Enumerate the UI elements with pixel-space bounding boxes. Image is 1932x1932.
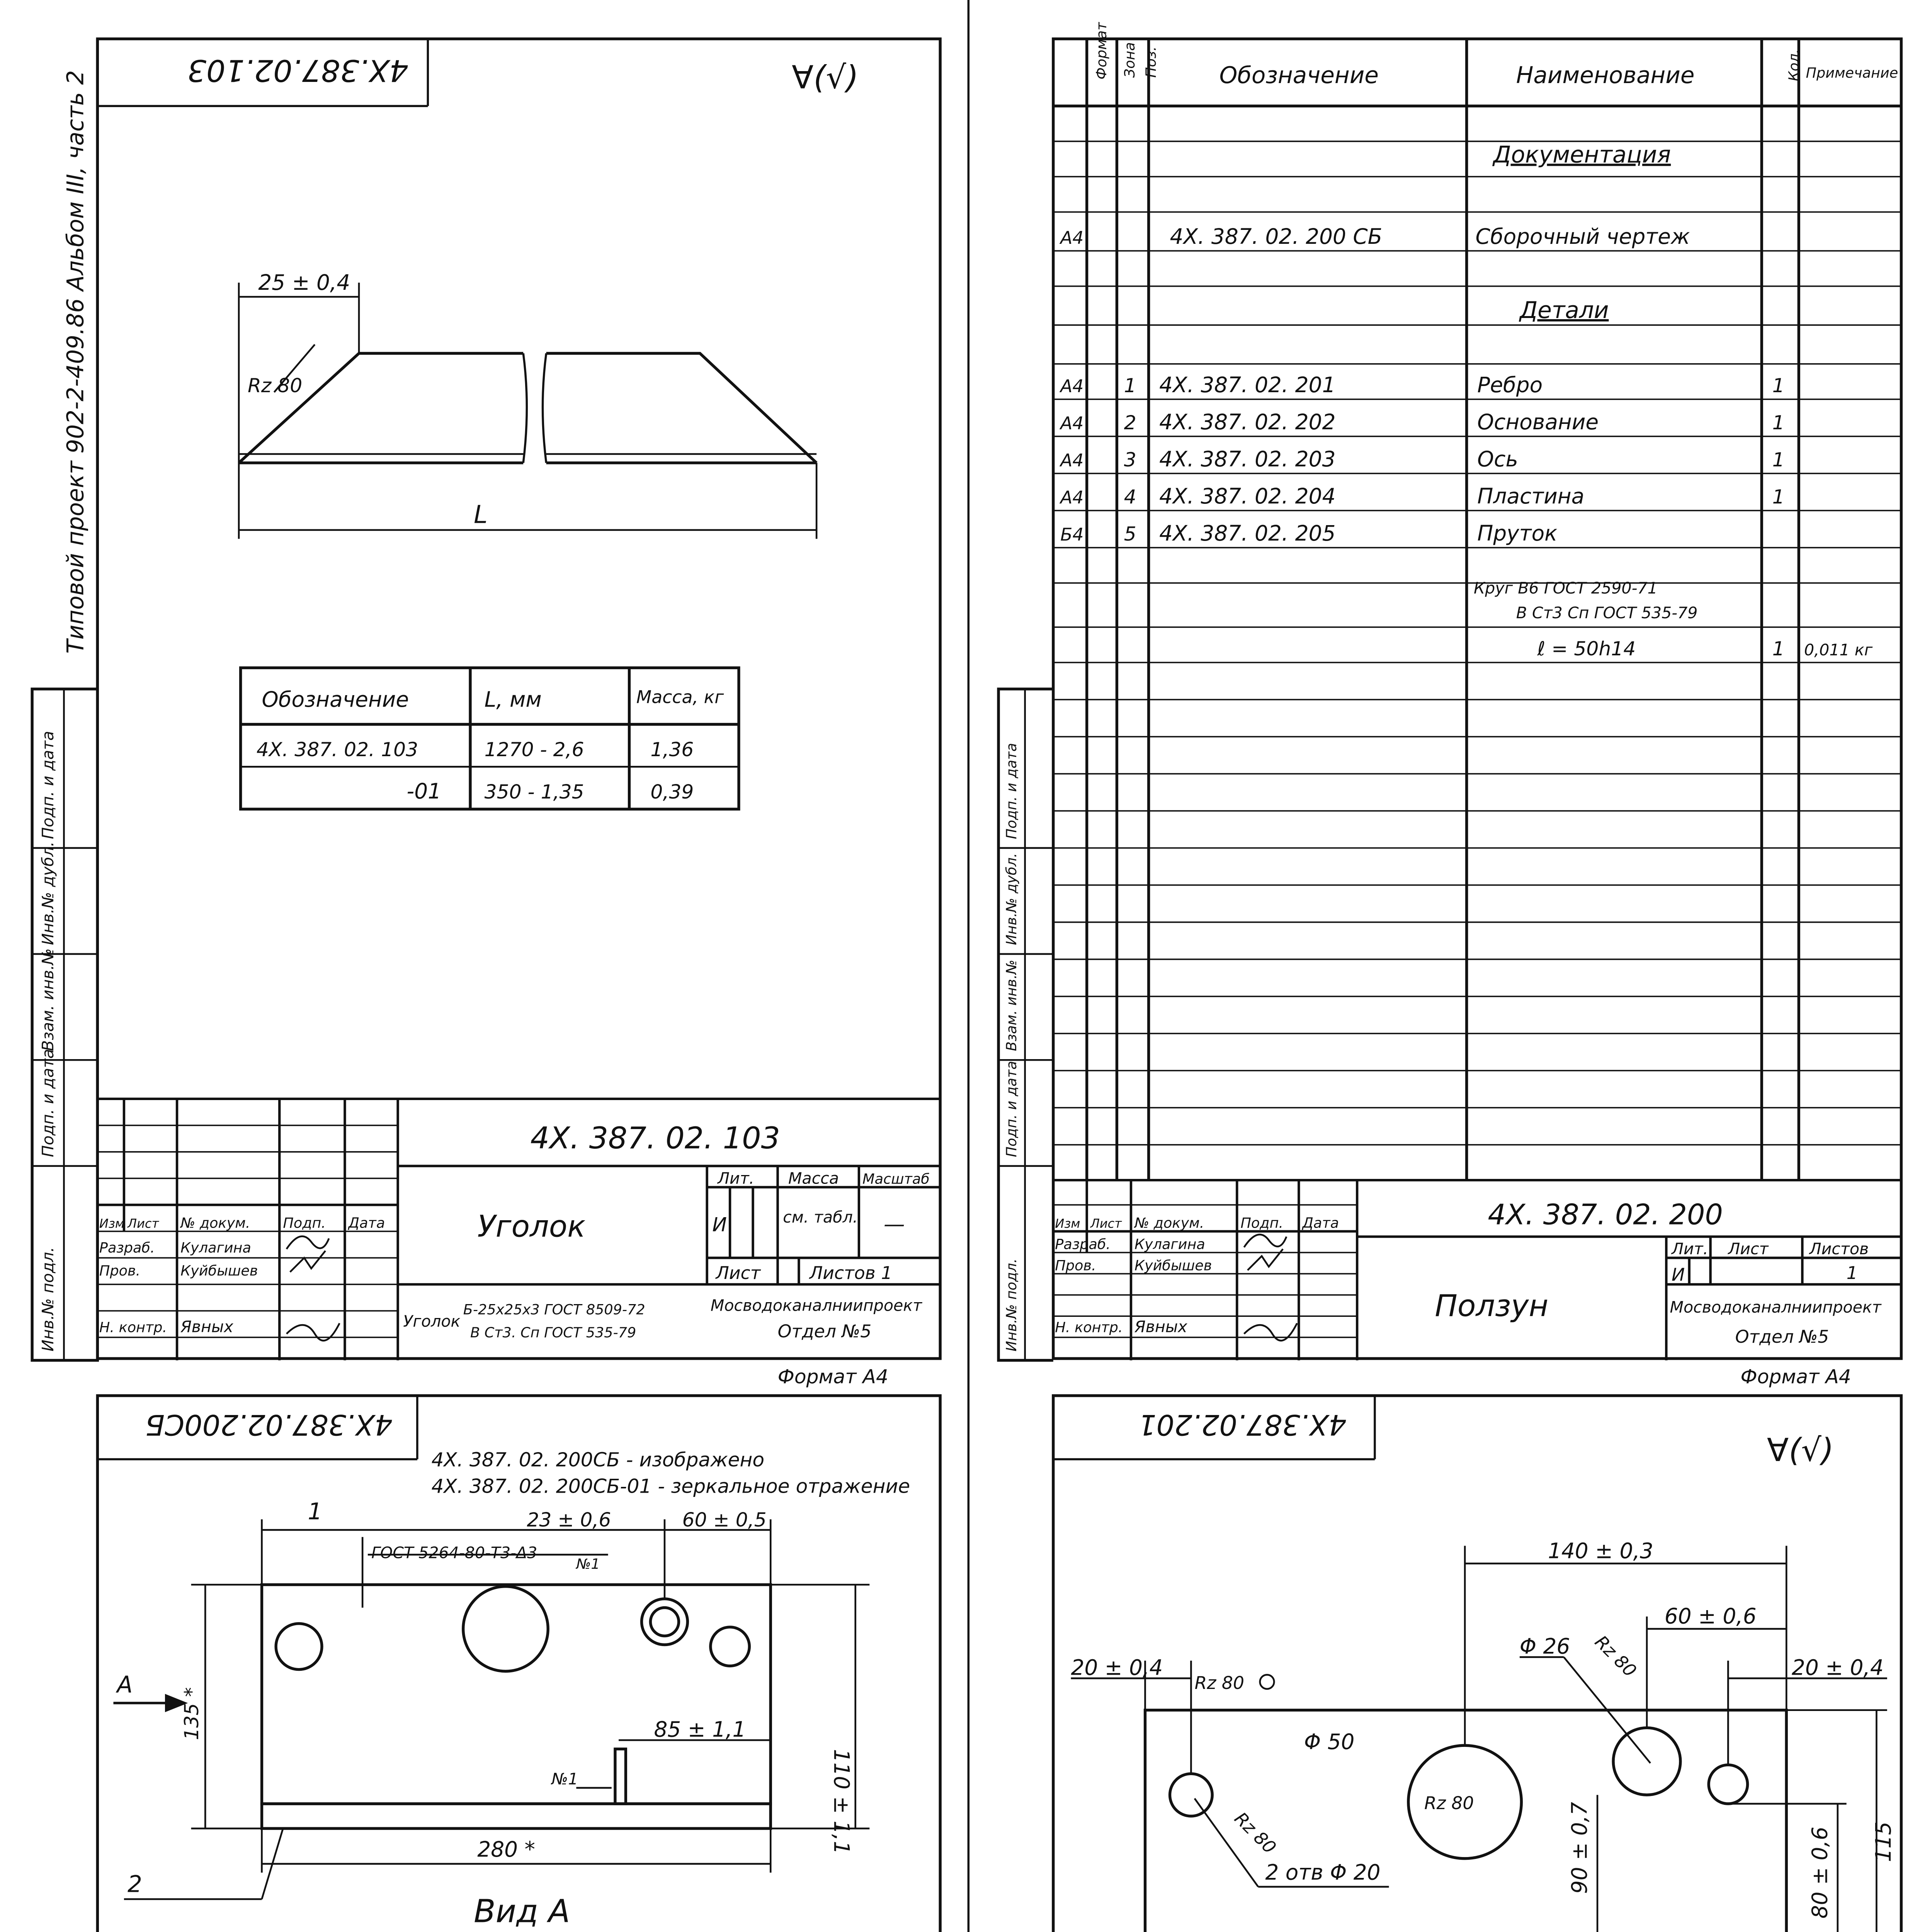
table-row2-designation: -01: [406, 779, 442, 804]
spec-section-documentation: Документация: [1493, 141, 1671, 168]
s2-stamp-sign: Подп.: [1240, 1214, 1284, 1231]
stamp-izm: Изм: [99, 1216, 124, 1231]
s2-stamp-date: Дата: [1302, 1214, 1339, 1231]
callout-2: 2: [128, 1871, 142, 1898]
margin-label-5: Инв.№ подл.: [39, 1247, 58, 1352]
table-row1-designation: 4Х. 387. 02. 103: [256, 738, 418, 761]
stamp-nkontr-name: Явных: [180, 1317, 233, 1336]
mass-header: Масса: [788, 1169, 839, 1188]
spec-row6-name: Пластина: [1477, 484, 1585, 509]
rz80-center: Rz 80: [1424, 1793, 1474, 1813]
spec-row5-format: А4: [1060, 450, 1084, 471]
stamp-prov: Пров.: [99, 1262, 141, 1279]
spec-row9-material: В Ст3 Сп ГОСТ 535-79: [1516, 604, 1698, 622]
project-side-label: Типовой проект 902-2-409.86 Альбом III, часть 2: [62, 70, 89, 654]
spec-row3-qty: 1: [1772, 374, 1785, 397]
sheet-1-mirrored-code: 4Х.387.02.103: [187, 53, 409, 88]
spec-row6-qty: 1: [1772, 485, 1785, 509]
table-row2-length: 350 - 1,35: [484, 780, 584, 803]
view-arrow-label: А: [117, 1672, 133, 1699]
dim-80: 80 ± 0,6: [1807, 1827, 1832, 1919]
stamp-razrab-name: Кулагина: [180, 1239, 251, 1256]
view-a-title: Вид А: [474, 1893, 570, 1930]
s2-stamp-doc: № докум.: [1134, 1214, 1204, 1231]
table-header-designation: Обозначение: [262, 687, 409, 712]
weld-mark-1-number: №1: [576, 1555, 600, 1572]
sheet-1-sheets: Листов 1: [809, 1263, 893, 1284]
stamp-razrab: Разраб.: [99, 1239, 155, 1256]
sheet-3-mirrored-code: 4Х.387.02.200СБ: [145, 1408, 393, 1441]
spec-row3-pos: 1: [1124, 374, 1136, 397]
spec-row10-length: ℓ = 50h14: [1537, 637, 1636, 660]
table-row1-length: 1270 - 2,6: [484, 738, 584, 761]
spec-row10-qty: 1: [1772, 637, 1785, 660]
sheet-1-sheet: Лист: [716, 1263, 761, 1284]
sheet-1-material-2: В Ст3. Сп ГОСТ 535-79: [470, 1324, 636, 1341]
sheet-1-lit: И: [712, 1213, 727, 1236]
s2-stamp-nkontr-name: Явных: [1134, 1317, 1187, 1336]
sheet-2-title-name: Ползун: [1435, 1289, 1549, 1324]
rz80-right: Rz 80: [1591, 1631, 1641, 1681]
s2-margin-label-3: Взам. инв.№: [1003, 959, 1020, 1051]
table-row1-mass: 1,36: [650, 738, 694, 761]
margin-label-1: Подп. и дата: [39, 731, 58, 839]
spec-row4-pos: 2: [1124, 411, 1136, 434]
margin-label-2: Инв.№ дубл.: [39, 841, 58, 946]
s2-stamp-izm: Изм: [1055, 1216, 1080, 1231]
dim-60-rib: 60 ± 0,6: [1664, 1604, 1757, 1629]
spec-header-format: Формат: [1093, 22, 1110, 80]
sheet-2-format: Формат А4: [1740, 1365, 1851, 1388]
stamp-prov-name: Куйбышев: [180, 1262, 258, 1279]
dim-23: 23 ± 0,6: [527, 1508, 611, 1531]
sheet-1-title-name: Уголок: [477, 1209, 586, 1244]
sheet-2-org: Мосводоканалниипроект: [1670, 1298, 1881, 1317]
dim-60: 60 ± 0,5: [682, 1508, 767, 1531]
holes-label: 2 отв Φ 20: [1265, 1860, 1381, 1885]
spec-row10-note: 0,011 кг: [1804, 641, 1873, 660]
table-row2-mass: 0,39: [650, 780, 694, 803]
margin-label-3: Взам. инв.№: [39, 948, 58, 1051]
sheet-4-roughness-mark: ∀(√): [1767, 1432, 1834, 1469]
dim-115: 115: [1871, 1821, 1896, 1862]
s2-stamp-nkontr: Н. контр.: [1055, 1319, 1123, 1336]
dim-85: 85 ± 1,1: [654, 1717, 746, 1742]
sheet-1-dept: Отдел №5: [777, 1321, 872, 1342]
stamp-sign: Подп.: [283, 1214, 326, 1231]
sheet-3-note-2: 4Х. 387. 02. 200СБ-01 - зеркальное отражение: [431, 1475, 910, 1498]
stamp-nkontr: Н. контр.: [99, 1319, 167, 1336]
sheet-3-note-1: 4Х. 387. 02. 200СБ - изображено: [431, 1448, 765, 1471]
scale-header: Масштаб: [862, 1170, 930, 1187]
sheet-1-scale: —: [883, 1211, 905, 1236]
spec-row6-format: А4: [1060, 487, 1084, 508]
sheet-2-dept: Отдел №5: [1735, 1326, 1829, 1347]
spec-header-qty: Кол.: [1786, 49, 1803, 82]
sheet-4-mirrored-code: 4Х.387.02.201: [1138, 1408, 1347, 1441]
callout-1: 1: [308, 1498, 323, 1525]
sheet-1-format: Формат А4: [777, 1365, 888, 1388]
spec-row7-format: Б4: [1060, 524, 1084, 545]
spec-row5-qty: 1: [1772, 448, 1785, 471]
spec-row4-name: Основание: [1477, 410, 1599, 435]
spec-section-details: Детали: [1519, 297, 1609, 324]
spec-row5-designation: 4Х. 387. 02. 203: [1159, 447, 1336, 472]
s2-margin-label-2: Инв.№ дубл.: [1003, 853, 1020, 946]
stamp-list: Лист: [128, 1216, 159, 1231]
s2-stamp-razrab-name: Кулагина: [1134, 1236, 1205, 1253]
sheet-2-sheet: Лист: [1728, 1240, 1769, 1259]
spec-row4-qty: 1: [1772, 411, 1785, 434]
spec-row1-name: Сборочный чертеж: [1475, 224, 1690, 249]
sheet-1-roughness-mark: ∀(√): [792, 59, 859, 96]
s2-stamp-list: Лист: [1090, 1216, 1122, 1231]
spec-row3-format: А4: [1060, 376, 1084, 396]
sheet-1-material-1: Б-25х25х3 ГОСТ 8509-72: [463, 1301, 645, 1318]
spec-row1-designation: 4Х. 387. 02. 200 СБ: [1170, 224, 1383, 249]
sheet-2-lit: И: [1672, 1264, 1685, 1285]
s2-margin-label-5: Инв.№ подл.: [1003, 1259, 1020, 1352]
phi50-label: Φ 50: [1304, 1729, 1355, 1754]
label-no1: №1: [551, 1769, 578, 1788]
spec-row4-format: А4: [1060, 413, 1084, 434]
rz80-left: Rz 80: [1230, 1808, 1280, 1858]
dim-110: 110 ± 1,1: [829, 1749, 854, 1855]
spec-row1-format: А4: [1060, 227, 1084, 248]
table-header-length: L, мм: [484, 687, 542, 712]
weld-mark-1: ГОСТ 5264-80-Т3-Δ3: [371, 1543, 537, 1562]
s2-margin-label-1: Подп. и дата: [1003, 743, 1020, 839]
spec-row8-material: Круг В6 ГОСТ 2590-71: [1473, 579, 1658, 598]
spec-row7-designation: 4Х. 387. 02. 205: [1159, 521, 1336, 546]
s2-stamp-razrab: Разраб.: [1055, 1236, 1111, 1253]
sheet-2-sheets: Листов: [1809, 1240, 1869, 1259]
table-header-mass: Масса, кг: [636, 687, 724, 707]
s2-lit-header: Лит.: [1672, 1240, 1708, 1259]
stamp-doc: № докум.: [180, 1214, 250, 1231]
spec-row5-pos: 3: [1124, 448, 1136, 471]
dim-280: 280 *: [477, 1837, 535, 1862]
rz80-label: Rz 80: [247, 374, 303, 397]
phi26-label: Φ 26: [1519, 1634, 1570, 1659]
sheet-2-title-code: 4Х. 387. 02. 200: [1488, 1198, 1723, 1231]
sheet-1-material-label: Уголок: [403, 1312, 461, 1331]
spec-row3-designation: 4Х. 387. 02. 201: [1159, 372, 1336, 397]
length-label: L: [474, 500, 488, 529]
spec-row5-name: Ось: [1477, 447, 1518, 472]
s2-stamp-prov: Пров.: [1055, 1257, 1096, 1274]
spec-header-note: Примечание: [1806, 65, 1898, 82]
spec-header-name: Наименование: [1516, 62, 1695, 89]
stamp-date: Дата: [348, 1214, 385, 1231]
bevel-dimension: 25 ± 0,4: [258, 270, 350, 295]
spec-header-pos: Поз.: [1142, 46, 1159, 78]
dim-90: 90 ± 0,7: [1567, 1802, 1592, 1894]
spec-row3-name: Ребро: [1477, 372, 1543, 397]
dim-140: 140 ± 0,3: [1548, 1538, 1653, 1563]
spec-row7-pos: 5: [1124, 522, 1136, 546]
spec-header-designation: Обозначение: [1219, 62, 1379, 89]
dim-20-left: 20 ± 0,4: [1071, 1655, 1163, 1680]
margin-label-4: Подп. и дата: [39, 1049, 58, 1157]
spec-row6-pos: 4: [1124, 485, 1136, 509]
spec-row7-name: Пруток: [1477, 521, 1558, 546]
dim-20-right: 20 ± 0,4: [1791, 1655, 1884, 1680]
sheet-1-title-code: 4Х. 387. 02. 103: [530, 1121, 780, 1156]
lit-header: Лит.: [718, 1169, 754, 1188]
sheet-1-mass: см. табл.: [783, 1208, 858, 1226]
dim-135: 135 *: [180, 1687, 203, 1740]
sheet-2-sheets-value: 1: [1846, 1263, 1858, 1284]
spec-header-zone: Зона: [1121, 42, 1138, 78]
rz80-top: Rz 80: [1194, 1672, 1245, 1693]
s2-margin-label-4: Подп. и дата: [1003, 1061, 1020, 1157]
spec-row4-designation: 4Х. 387. 02. 202: [1159, 410, 1336, 435]
s2-stamp-prov-name: Куйбышев: [1134, 1257, 1212, 1274]
sheet-1-org: Мосводоканалниипроект: [710, 1296, 922, 1315]
spec-row6-designation: 4Х. 387. 02. 204: [1159, 484, 1336, 509]
